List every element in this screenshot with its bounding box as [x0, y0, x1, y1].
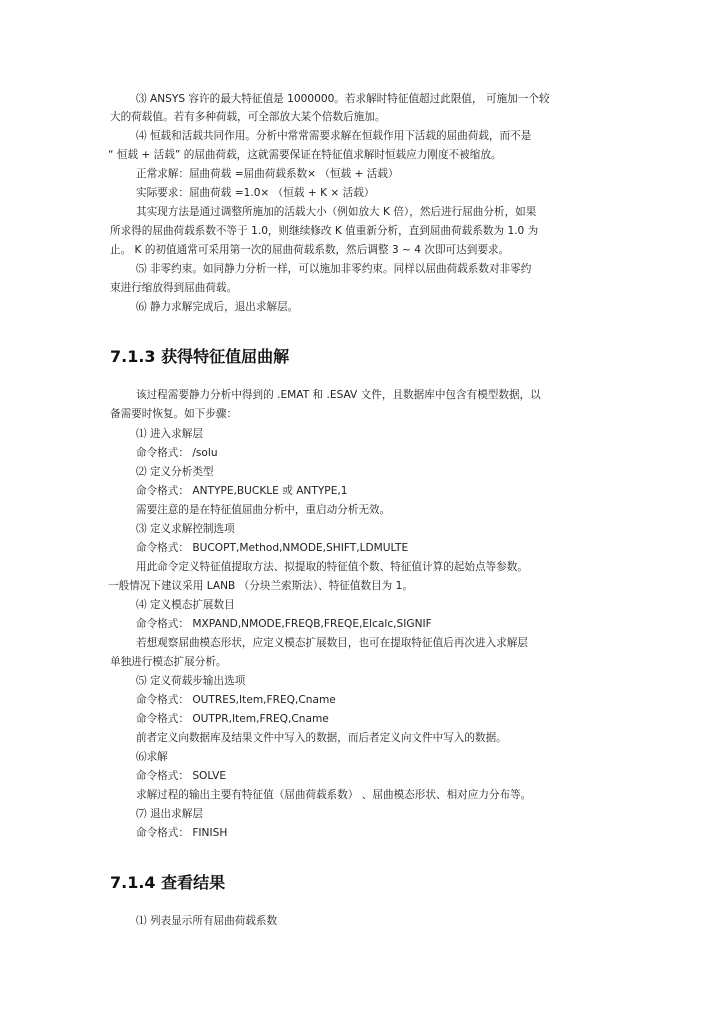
text-line: ⑵ 定义分析类型 — [136, 466, 214, 478]
text-line: ⑸ 非零约束。如同静力分析一样，可以施加非零约束。同样以屈曲荷载系数对非零约 — [136, 263, 532, 275]
section-heading-7-1-4: 7.1.4 查看结果 — [110, 873, 226, 892]
text-line: 单独进行模态扩展分析。 — [110, 656, 227, 668]
text-line: ⑹求解 — [136, 751, 168, 763]
text-line: 一般情况下建议采用 LANB （分块兰索斯法）、特征值数目为 1。 — [108, 580, 413, 592]
text-line: 命令格式： BUCOPT,Method,NMODE,SHIFT,LDMULTE — [136, 542, 409, 554]
text-line: 命令格式： OUTRES,Item,FREQ,Cname — [136, 694, 336, 706]
text-line: “ 恒载 + 活载” 的屈曲荷载，这就需要保证在特征值求解时恒载应力刚度不被缩放。 — [108, 149, 502, 161]
text-line: 命令格式： /solu — [136, 447, 218, 459]
text-line: 命令格式： FINISH — [136, 827, 228, 839]
text-line: 若想观察屈曲模态形状，应定义模态扩展数目，也可在提取特征值后再次进入求解层 — [136, 637, 528, 649]
text-line: ⑶ ANSYS 容许的最大特征值是 1000000。若求解时特征值超过此限值， 可施加一个较 — [136, 93, 550, 105]
text-line: 命令格式： ANTYPE,BUCKLE 或 ANTYPE,1 — [136, 485, 348, 497]
text-line: 命令格式： MXPAND,NMODE,FREQB,FREQE,Elcalc,SIGNIF — [136, 618, 432, 630]
text-line: 正常求解：屈曲荷载 =屈曲荷载系数× （恒载 + 活载） — [136, 168, 399, 180]
text-line: 命令格式： SOLVE — [136, 770, 227, 782]
text-line: 实际要求：屈曲荷载 =1.0× （恒载 + K × 活载） — [136, 187, 375, 199]
text-line: ⑴ 进入求解层 — [136, 428, 203, 440]
text-line: 该过程需要静力分析中得到的 .EMAT 和 .ESAV 文件，且数据库中包含有模型数据，以 — [136, 389, 541, 401]
text-line: 大的荷载值。若有多种荷载，可全部放大某个倍数后施加。 — [110, 111, 386, 123]
text-line: 止。 K 的初值通常可采用第一次的屈曲荷载系数，然后调整 3 ~ 4 次即可达到要求。 — [110, 244, 510, 256]
text-line: ⑷ 定义模态扩展数目 — [136, 599, 235, 611]
text-line: 前者定义向数据库及结果文件中写入的数据，而后者定义向文件中写入的数据。 — [136, 732, 507, 744]
text-line: 命令格式： OUTPR,Item,FREQ,Cname — [136, 713, 329, 725]
text-line: ⑴ 列表显示所有屈曲荷载系数 — [136, 915, 278, 927]
text-line: ⑶ 定义求解控制选项 — [136, 523, 235, 535]
text-line: ⑸ 定义荷载步输出选项 — [136, 675, 246, 687]
text-line: 备需要时恢复。如下步骤： — [110, 408, 238, 420]
text-line: 束进行缩放得到屈曲荷载。 — [110, 282, 238, 294]
text-line: 其实现方法是通过调整所施加的活载大小（例如放大 K 倍），然后进行屈曲分析，如果 — [136, 206, 537, 218]
text-line: 求解过程的输出主要有特征值（屈曲荷载系数） 、屈曲模态形状、相对应力分布等。 — [136, 789, 532, 801]
text-line: ⑺ 退出求解层 — [136, 808, 203, 820]
text-line: 需要注意的是在特征值屈曲分析中，重启动分析无效。 — [136, 504, 391, 516]
section-heading-7-1-3: 7.1.3 获得特征值屈曲解 — [110, 347, 290, 366]
text-line: ⑷ 恒载和活载共同作用。分析中常常需要求解在恒载作用下活载的屈曲荷载，而不是 — [136, 130, 532, 142]
text-line: 所求得的屈曲荷载系数不等于 1.0，则继续修改 K 值重新分析，直到屈曲荷载系数为 1.0 为 — [110, 225, 539, 237]
text-line: 用此命令定义特征值提取方法、拟提取的特征值个数、特征值计算的起始点等参数。 — [136, 561, 528, 573]
text-line: ⑹ 静力求解完成后，退出求解层。 — [136, 301, 299, 313]
